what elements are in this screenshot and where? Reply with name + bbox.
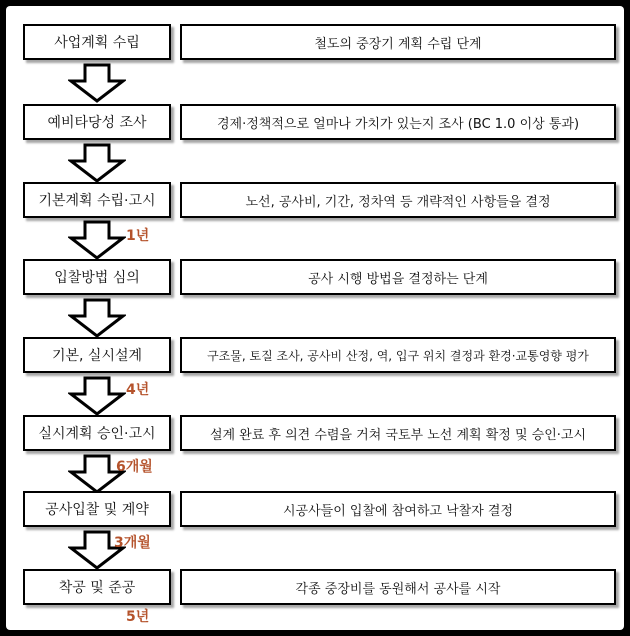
step-box-3 bbox=[23, 182, 171, 218]
desc-box-3 bbox=[180, 182, 616, 218]
desc-label: 시공사들이 입찰에 참여하고 낙찰자 결정 bbox=[282, 503, 513, 519]
step-label: 기본계획 수립·고시 bbox=[38, 193, 156, 209]
step-box-2 bbox=[23, 104, 171, 140]
step-box-6 bbox=[23, 415, 171, 451]
desc-box-6 bbox=[180, 415, 616, 451]
step-box-4 bbox=[23, 259, 171, 295]
down-arrow-icon bbox=[68, 143, 126, 183]
step-label: 공사입찰 및 계약 bbox=[45, 502, 149, 518]
desc-box-2 bbox=[180, 104, 616, 140]
step-box-5 bbox=[23, 337, 171, 373]
step-label: 착공 및 준공 bbox=[58, 580, 136, 596]
duration-label: 3개월 bbox=[114, 535, 151, 551]
desc-label: 설계 완료 후 의견 수렴을 거쳐 국토부 노선 계획 확정 및 승인·고시 bbox=[209, 427, 587, 443]
step-box-1 bbox=[23, 24, 171, 60]
desc-box-7 bbox=[180, 491, 616, 527]
desc-label: 공사 시행 방법을 결정하는 단계 bbox=[308, 271, 488, 287]
step-label: 입찰방법 심의 bbox=[54, 270, 140, 286]
step-box-8 bbox=[23, 569, 171, 605]
desc-label: 철도의 중장기 계획 수립 단계 bbox=[314, 36, 482, 52]
duration-label: 6개월 bbox=[116, 459, 153, 475]
down-arrow-icon bbox=[68, 298, 126, 338]
duration-label: 5년 bbox=[126, 609, 150, 625]
step-label: 실시계획 승인·고시 bbox=[38, 426, 156, 442]
step-label: 사업계획 수립 bbox=[54, 35, 140, 51]
desc-box-5 bbox=[180, 337, 616, 373]
desc-label: 노선, 공사비, 기간, 정차역 등 개략적인 사항들을 결정 bbox=[245, 194, 551, 210]
step-label: 예비타당성 조사 bbox=[47, 115, 147, 131]
down-arrow-icon bbox=[68, 376, 126, 416]
duration-label: 4년 bbox=[126, 382, 150, 398]
desc-box-8 bbox=[180, 569, 616, 605]
desc-box-1 bbox=[180, 24, 616, 60]
desc-label: 구조물, 토질 조사, 공사비 산정, 역, 입구 위치 결정과 환경·교통영향 평가 bbox=[207, 348, 589, 363]
down-arrow-icon bbox=[68, 63, 126, 103]
desc-label: 경제·정책적으로 얼마나 가치가 있는지 조사 (BC 1.0 이상 통과) bbox=[216, 116, 580, 132]
duration-label: 1년 bbox=[126, 228, 150, 244]
desc-box-4 bbox=[180, 259, 616, 295]
flowchart-frame bbox=[6, 6, 624, 630]
step-label: 기본, 실시설계 bbox=[51, 348, 143, 364]
step-box-7 bbox=[23, 491, 171, 527]
desc-label: 각종 중장비를 동원해서 공사를 시작 bbox=[295, 581, 501, 597]
down-arrow-icon bbox=[68, 220, 126, 260]
